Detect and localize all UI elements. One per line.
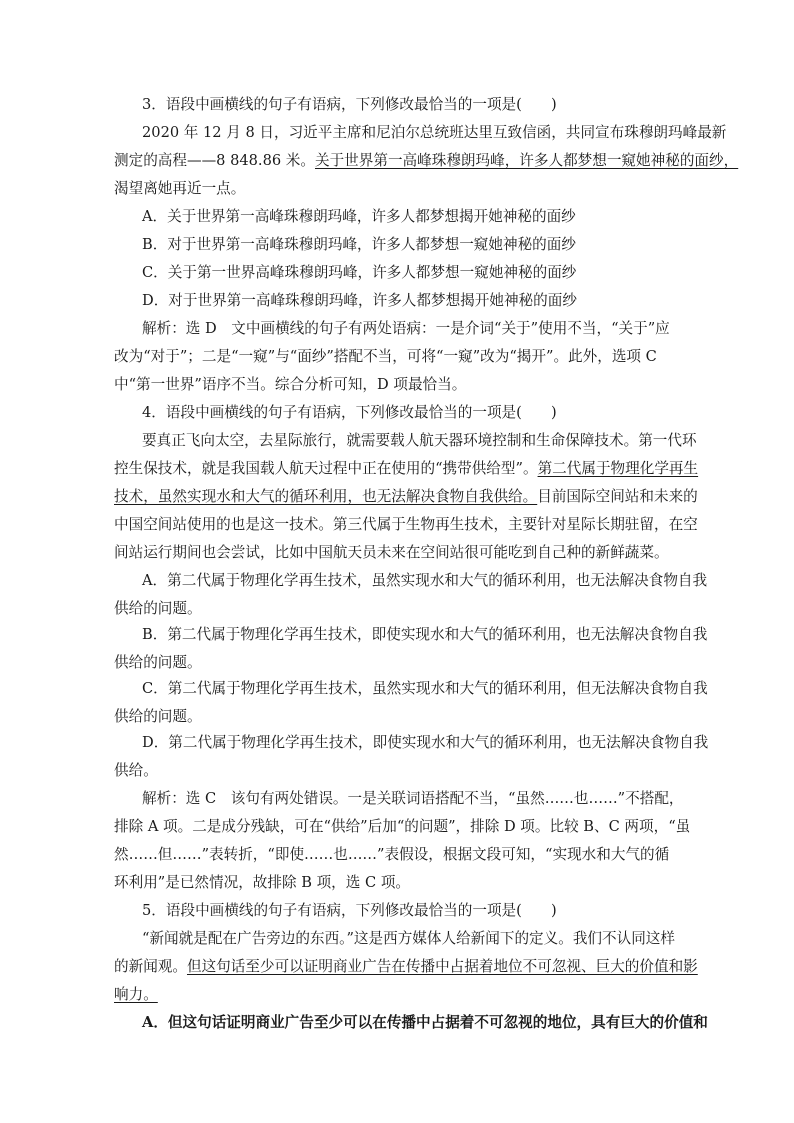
q4-option-c-line-1: C．第二代属于物理化学再生技术，虽然实现水和大气的循环利用，但无法解决食物自我 (142, 680, 708, 697)
q4-passage-line-1: 要真正飞向太空，去星际旅行，就需要载人航天器环境控制和生命保障技术。第一代环 (142, 432, 697, 449)
q3-option-a: A．关于世界第一高峰珠穆朗玛峰，许多人都梦想揭开她神秘的面纱 (142, 208, 576, 225)
q5-passage-line-3 (114, 985, 686, 1007)
q4-analysis-line-4: 环利用”是已然情况，故排除 B 项，选 C 项。 (114, 874, 411, 891)
q5-underlined-sentence-part-2: 响力。 (114, 986, 158, 1003)
q3-passage-line-3: 渴望离她再近一点。 (114, 180, 246, 197)
q4-passage-line-2 (114, 459, 699, 481)
q4-option-b-line-1: B．第二代属于物理化学再生技术，即使实现水和大气的循环利用，也无法解决食物自我 (142, 626, 708, 643)
q4-analysis-line-3: 然……但……”表转折，“即使……也……”表假设，根据文段可知，“实现水和大气的循 (114, 846, 670, 863)
q4-analysis-line-2: 排除 A 项。二是成分残缺，可在“供给”后加“的问题”，排除 D 项。比较 B、C 两项，“虽 (114, 818, 691, 835)
q4-passage-line-3 (114, 487, 698, 509)
q3-analysis-line-2: 改为“对于”；二是“一窥”与“面纱”搭配不当，可将“一窥”改为“揭开”。此外，选项 C (114, 348, 657, 365)
q3-stem: 3．语段中画横线的句子有语病，下列修改最恰当的一项是( ) (142, 96, 557, 113)
q5-passage-text: 的新闻观。 (114, 958, 187, 975)
q3-passage-text: 测定的高程——8 848.86 米。 (114, 152, 315, 169)
q4-option-b-line-2: 供给的问题。 (114, 654, 202, 671)
q3-analysis-line-1: 解析：选 D 文中画横线的句子有两处语病：一是介词“关于”使用不当，“关于”应 (142, 320, 670, 337)
q4-underlined-sentence-part-1: 第二代属于物理化学再生 (537, 460, 699, 477)
q3-option-b: B．对于世界第一高峰珠穆朗玛峰，许多人都梦想一窥她神秘的面纱 (142, 236, 576, 253)
q5-stem: 5．语段中画横线的句子有语病，下列修改最恰当的一项是( ) (142, 902, 557, 919)
q4-option-d-line-2: 供给。 (114, 762, 158, 779)
q4-passage-line-4: 中国空间站使用的也是这一技术。第三代属于生物再生技术，主要针对星际长期驻留，在空 (114, 516, 698, 533)
q3-analysis-line-3: 中“第一世界”语序不当。综合分析可知，D 项最恰当。 (114, 376, 467, 393)
q4-analysis-line-1: 解析：选 C 该句有两处错误。一是关联词语搭配不当，“虽然……也……”不搭配， (142, 790, 684, 807)
q4-stem: 4．语段中画横线的句子有语病，下列修改最恰当的一项是( ) (142, 404, 557, 421)
q4-option-d-line-1: D．第二代属于物理化学再生技术，即使实现水和大气的循环利用，也无法解决食物自我 (142, 734, 709, 751)
q4-passage-text-continued: 目前国际空间站和未来的 (537, 488, 698, 505)
q4-option-c-line-2: 供给的问题。 (114, 708, 202, 725)
q3-passage-line-2 (114, 151, 739, 173)
q3-underlined-sentence: 关于世界第一高峰珠穆朗玛峰，许多人都梦想一窥她神秘的面纱， (314, 152, 739, 169)
q5-option-a: A．但这句话证明商业广告至少可以在传播中占据着不可忽视的地位，具有巨大的价值和 (142, 1014, 708, 1031)
q4-passage-line-5: 间站运行期间也会尝试，比如中国航天员未来在空间站很可能吃到自己种的新鲜蔬菜。 (114, 544, 669, 561)
q5-passage-line-1: “新闻就是配在广告旁边的东西。”这是西方媒体人给新闻下的定义。我们不认同这样 (142, 930, 675, 947)
q3-passage-line-1: 2020 年 12 月 8 日，习近平主席和尼泊尔总统班达里互致信函，共同宣布珠穆朗玛峰最新 (142, 124, 727, 141)
q5-underlined-sentence-part-1: 但这句话至少可以证明商业广告在传播中占据着地位不可忽视、巨大的价值和影 (186, 958, 698, 975)
q5-passage-line-2 (114, 957, 698, 979)
q4-passage-text: 控生保技术，就是我国载人航天过程中正在使用的“携带供给型”。 (114, 460, 538, 477)
q3-option-c: C．关于第一世界高峰珠穆朗玛峰，许多人都梦想一窥她神秘的面纱 (142, 264, 577, 281)
q3-option-d: D．对于世界第一高峰珠穆朗玛峰，许多人都梦想揭开她神秘的面纱 (142, 292, 577, 309)
q4-option-a-line-1: A．第二代属于物理化学再生技术，虽然实现水和大气的循环利用，也无法解决食物自我 (142, 572, 708, 589)
q4-underlined-sentence-part-2: 技术，虽然实现水和大气的循环利用，也无法解决食物自我供给。 (114, 488, 538, 505)
q4-option-a-line-2: 供给的问题。 (114, 600, 202, 617)
